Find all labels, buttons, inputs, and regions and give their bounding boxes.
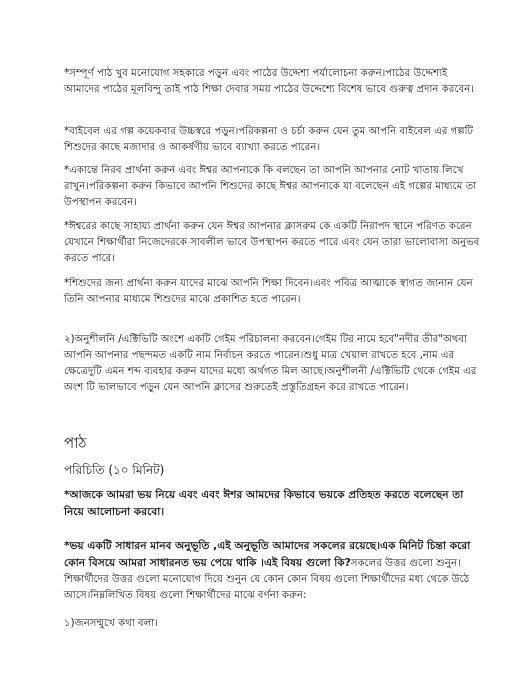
fear-rest-text: সকলের উত্তর গুলো শুনুন।শিক্ষার্থীদের উত্তর গুলো মনোযোগ দিয়ে শুনুন যে কোন কোন বিষয় গুলো শিক্ষার্থীদের মধ্য থেকে উঠে আসে।নিম্নলিখিত বিষয় গুলো শিক্ষার্থীদের মাঝে বর্ণনা করুন:: [64, 558, 470, 601]
intro-heading: পরিচিতি (১০ মিনিট): [64, 463, 165, 477]
lesson-heading: পাঠ: [64, 434, 87, 452]
instruction-paragraph-6: ২)অনুশীলনি /এক্টিভিটি অংশে একটি গেইম পরিচালনা করবেন।গেইম টির নামে হবে"নদীর তীর"অথবা আপনি আপনার পছন্দমত একটি নাম নির্বাচন করতে পারেন।শুধু মাত্র খেয়াল রাখতে হবে ,নাম এর ক্ষেত্রেদুটি এমন শব্দ ব্যবহার করুন যাদের মধ্যে অর্থগত মিল আছে।অনুশীলনী /এক্টিভিটি থেকে গেইম এর অংশ টি ভালভাবে পড়ুন যেন আপনি ক্লাসের শুরুতেই প্রস্তুতিগ্রহন করে রাখতে পারেন।: [64, 334, 477, 393]
instruction-paragraph-3: *একান্তে নিরব প্রার্থনা করুন এবং ঈশ্বর আপনাকে কি বলছেন তা আপনি আপনার নোট খাতায় লিখে রাখুন।পরিকল্পনা করুন কিভাবে আপনি শিশুদের কাছে ঈশ্বর আপনাকে যা বলেছেন এই গল্পের মাধ্যমে তা উপস্থাপন করবেন।: [64, 165, 477, 208]
instruction-paragraph-4: *ঈশ্বরের কাছে সাহায্য প্রার্থনা করুন যেন ঈশ্বর আপনার ক্লাসরুম কে একটি নিরাপদ স্থানে পরিণত করেন যেখানে শিক্ষার্থীরা নিজেদেরকে সাবলীল ভাবে উপস্থাপন করতে পারে এবং যেন তারা ভালোবাসা অনুভব করতে পারে।: [64, 221, 480, 264]
instruction-paragraph-5: *শিশুদের জন্য প্রার্থনা করুন যাদের মাঝে আপনি শিক্ষা দিবেন।এবং পবিত্র আত্মাকে স্বাগত জানান যেন তিনি আপনার মাধ্যমে শিশুদের মাঝে প্রকাশিত হতে পারেন।: [64, 278, 473, 305]
list-item-1: ১)জনসম্মুখে কথা বলা।: [64, 618, 158, 629]
fear-bold-text: *ভয় একটি সাধারন মানব অনুভূতি ,এই অনুভূতি আমাদের সকলের রয়েছে।এক মিনিট চিন্তা করো কোন বিসয়ে আমরা সাধারনত ভয় পেয়ে থাকি ।এই বিষয় গুলো কি?: [64, 540, 471, 569]
instruction-paragraph-1: *সম্পূর্ণ পাঠ খুব মনোযোগ সহকারে পড়ুন এবং পাঠের উদ্দেশ্য পর্যালোচনা করুন।পাঠের উদ্দেশ্যই আমাদের পাঠের মূলবিন্দু তাই পাঠ শিক্ষা দেবার সময় পাঠের উদ্দেশ্যে বিশেষ ভাবে গুরুত্ব প্রদান করবেন।: [64, 68, 474, 95]
instruction-paragraph-2: *বাইবেল এর গল্প কয়েকবার উচ্চস্বরে পড়ুন।পরিকল্পনা ও চর্চা করুন যেন তুম আপনি বাইবেল এর গল্পটি শিশুদের কাছে মজাদার ও আকর্ষণীয় ভাবে ব্যাখ্যা করতে পারেন।: [64, 126, 474, 153]
intro-bold-paragraph: *আজকে আমরা ভয় নিয়ে এবং এবং ঈশর আমদের কিভাবে ভয়কে প্রতিহত করতে বলেছেন তা নিয়ে আলোচনা করবো।: [64, 489, 464, 518]
fear-paragraph: [64, 538, 484, 604]
